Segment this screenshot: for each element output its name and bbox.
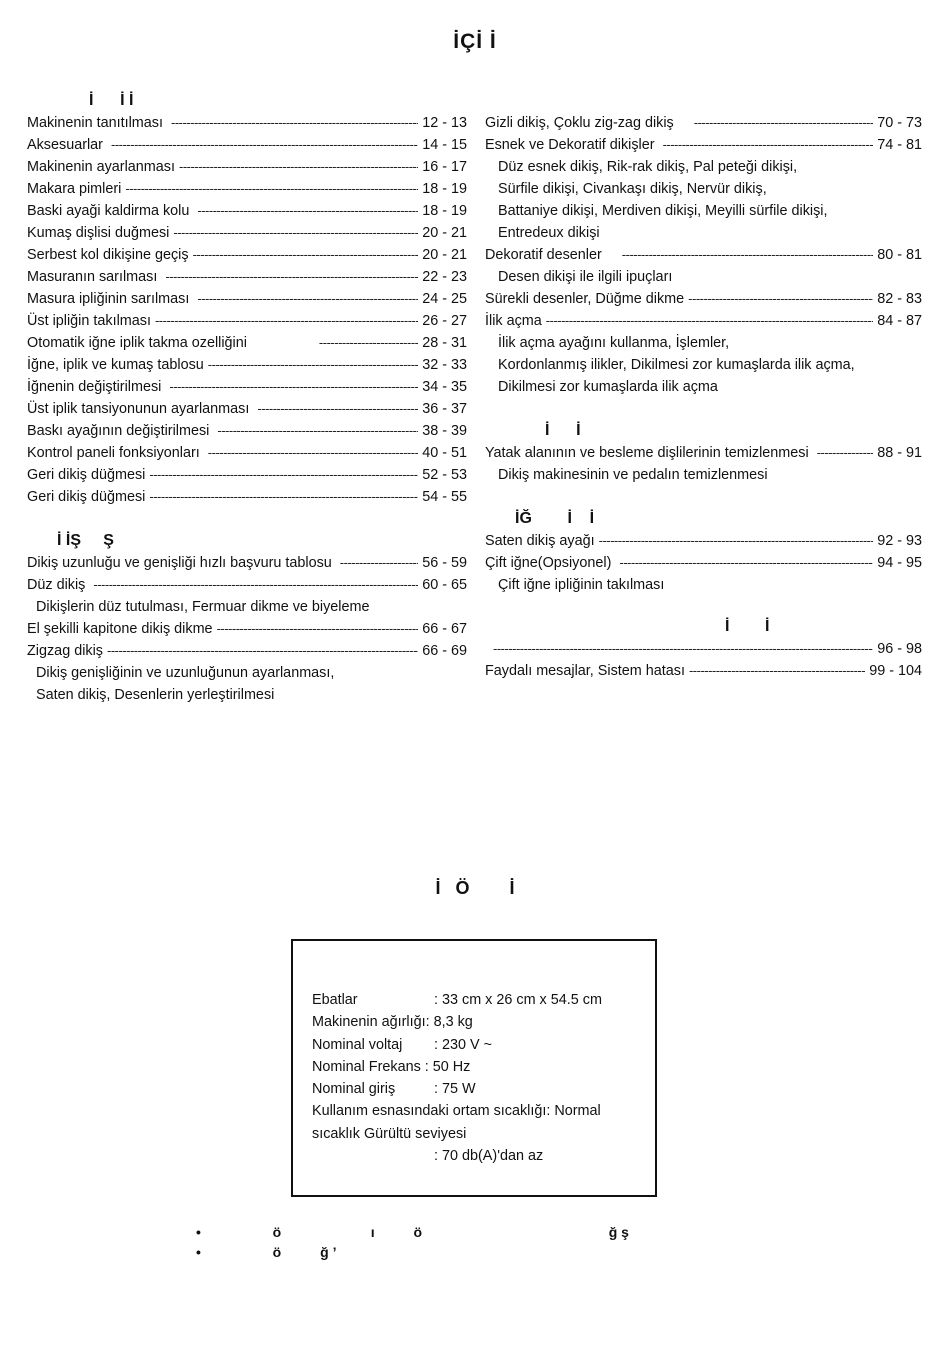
spec-row: Makinenin ağırlığı: 8,3 kg bbox=[312, 1014, 473, 1031]
toc-entry[interactable]: Baski ayaği kaldirma kolu ----- 18 - 19 bbox=[27, 200, 467, 222]
toc-entry[interactable]: ----- 96 - 98 bbox=[485, 638, 922, 660]
section-heading: İ İ bbox=[725, 618, 770, 635]
page-title: İÇİ İ bbox=[453, 30, 497, 53]
bullet-icon: • bbox=[196, 1244, 201, 1260]
toc-entry[interactable]: Yatak alanının ve besleme dişlilerinin temizlenmesi ----- 88 - 91 bbox=[485, 442, 922, 464]
toc-entry[interactable]: El şekilli kapitone dikiş dikme ----- 66 - 67 bbox=[27, 618, 467, 640]
toc-entry[interactable]: Geri dikiş düğmesi ----- 52 - 53 bbox=[27, 464, 467, 486]
section-heading: İ İ bbox=[545, 422, 581, 439]
toc-entry[interactable]: Üst ipliğin takılması ----- 26 - 27 bbox=[27, 310, 467, 332]
toc-subentry: Dikiş makinesinin ve pedalın temizlenmesi bbox=[498, 467, 768, 483]
toc-entry[interactable]: İğnenin değiştirilmesi ----- 34 - 35 bbox=[27, 376, 467, 398]
note-item: • ö ı ö ğ ş bbox=[196, 1224, 629, 1240]
toc-subentry: Dikiş genişliğinin ve uzunluğunun ayarlanması, bbox=[36, 665, 335, 681]
toc-subentry: Entredeux dikişi bbox=[498, 225, 600, 241]
toc-entry[interactable]: Aksesuarlar ----- 14 - 15 bbox=[27, 134, 467, 156]
notes-list bbox=[196, 1222, 629, 1262]
toc-left-column bbox=[27, 90, 467, 706]
note-item: • ö ğ ’ bbox=[196, 1244, 337, 1260]
toc-entry[interactable]: Makinenin ayarlanması ----- 16 - 17 bbox=[27, 156, 467, 178]
toc-entry[interactable]: İlik açma ----- 84 - 87 bbox=[485, 310, 922, 332]
toc-entry[interactable]: Geri dikiş düğmesi ----- 54 - 55 bbox=[27, 486, 467, 508]
spec-noise-label: sıcaklık Gürültü seviyesi bbox=[312, 1125, 467, 1142]
spec-row: Nominal Frekans : 50 Hz bbox=[312, 1058, 471, 1075]
toc-entry[interactable]: Kontrol paneli fonksiyonları ----- 40 - 51 bbox=[27, 442, 467, 464]
toc-entry[interactable]: Çift iğne(Opsiyonel) ----- 94 - 95 bbox=[485, 552, 922, 574]
toc-subentry: Çift iğne ipliğinin takılması bbox=[498, 577, 665, 593]
toc-right-column bbox=[485, 112, 922, 682]
toc-entry[interactable]: Masuranın sarılması ----- 22 - 23 bbox=[27, 266, 467, 288]
toc-entry[interactable]: Saten dikiş ayağı ----- 92 - 93 bbox=[485, 530, 922, 552]
toc-entry[interactable]: Dikiş uzunluğu ve genişliği hızlı başvuru tablosu ----- 56 - 59 bbox=[27, 552, 467, 574]
toc-entry[interactable]: İğne, iplik ve kumaş tablosu ----- 32 - 33 bbox=[27, 354, 467, 376]
toc-entry[interactable]: Zigzag dikiş ----- 66 - 69 bbox=[27, 640, 467, 662]
section-heading: İ İ İ bbox=[89, 92, 134, 109]
toc-subentry: Kordonlanmış ilikler, Dikilmesi zor kumaşlarda ilik açma, bbox=[498, 357, 855, 373]
spec-row: Ebatlar : 33 cm x 26 cm x 54.5 cm bbox=[312, 992, 602, 1008]
section-heading: İ İŞ Ş bbox=[57, 532, 114, 549]
toc-entry[interactable]: Masura ipliğinin sarılması ----- 24 - 25 bbox=[27, 288, 467, 310]
spec-row: Nominal giriş : 75 W bbox=[312, 1081, 476, 1098]
toc-entry[interactable]: Sürekli desenler, Düğme dikme ----- 82 - 83 bbox=[485, 288, 922, 310]
toc-subentry: Düz esnek dikiş, Rik-rak dikiş, Pal peteği dikişi, bbox=[498, 159, 798, 175]
toc-entry[interactable]: Gizli dikiş, Çoklu zig-zag dikiş ----- 70 - 73 bbox=[485, 112, 922, 134]
specifications-heading: İ Ö İ bbox=[435, 878, 515, 898]
toc-entry[interactable]: Otomatik iğne iplik takma ozelliğini ----- 28 - 31 bbox=[27, 332, 467, 354]
spec-ambient: Kullanım esnasındaki ortam sıcaklığı: Normal bbox=[312, 1103, 601, 1120]
toc-entry[interactable]: Kumaş dişlisi duğmesi ----- 20 - 21 bbox=[27, 222, 467, 244]
toc-entry[interactable]: Serbest kol dikişine geçiş ----- 20 - 21 bbox=[27, 244, 467, 266]
toc-subentry: Sürfile dikişi, Civankaşı dikiş, Nervür dikiş, bbox=[498, 181, 767, 197]
toc-entry[interactable]: Düz dikiş ----- 60 - 65 bbox=[27, 574, 467, 596]
toc-subentry: İlik açma ayağını kullanma, İşlemler, bbox=[498, 335, 730, 351]
toc-entry[interactable]: Makara pimleri ----- 18 - 19 bbox=[27, 178, 467, 200]
spec-row: Nominal voltaj : 230 V ~ bbox=[312, 1036, 493, 1053]
toc-subentry: Battaniye dikişi, Merdiven dikişi, Meyilli sürfile dikişi, bbox=[498, 203, 828, 219]
toc-subentry: Saten dikiş, Desenlerin yerleştirilmesi bbox=[36, 687, 275, 703]
toc-entry[interactable]: Dekoratif desenler ----- 80 - 81 bbox=[485, 244, 922, 266]
spec-noise-value-row: : 70 db(A)'dan az bbox=[434, 1148, 544, 1165]
toc-subentry: Dikişlerin düz tutulması, Fermuar dikme ve biyeleme bbox=[36, 599, 370, 615]
bullet-icon: • bbox=[196, 1224, 201, 1240]
toc-entry[interactable]: Esnek ve Dekoratif dikişler ----- 74 - 81 bbox=[485, 134, 922, 156]
toc-entry[interactable]: Faydalı mesajlar, Sistem hatası ----- 99 - 104 bbox=[485, 660, 922, 682]
toc-entry[interactable]: Üst iplik tansiyonunun ayarlanması ----- 36 - 37 bbox=[27, 398, 467, 420]
toc-entry[interactable]: Makinenin tanıtılması ----- 12 - 13 bbox=[27, 112, 467, 134]
toc-subentry: Dikilmesi zor kumaşlarda ilik açma bbox=[498, 379, 718, 395]
specifications-box bbox=[291, 939, 657, 1197]
toc-entry[interactable]: Baskı ayağının değiştirilmesi ----- 38 - 39 bbox=[27, 420, 467, 442]
section-heading: İĞ İ İ bbox=[515, 510, 595, 527]
toc-subentry: Desen dikişi ile ilgili ipuçları bbox=[498, 269, 673, 285]
